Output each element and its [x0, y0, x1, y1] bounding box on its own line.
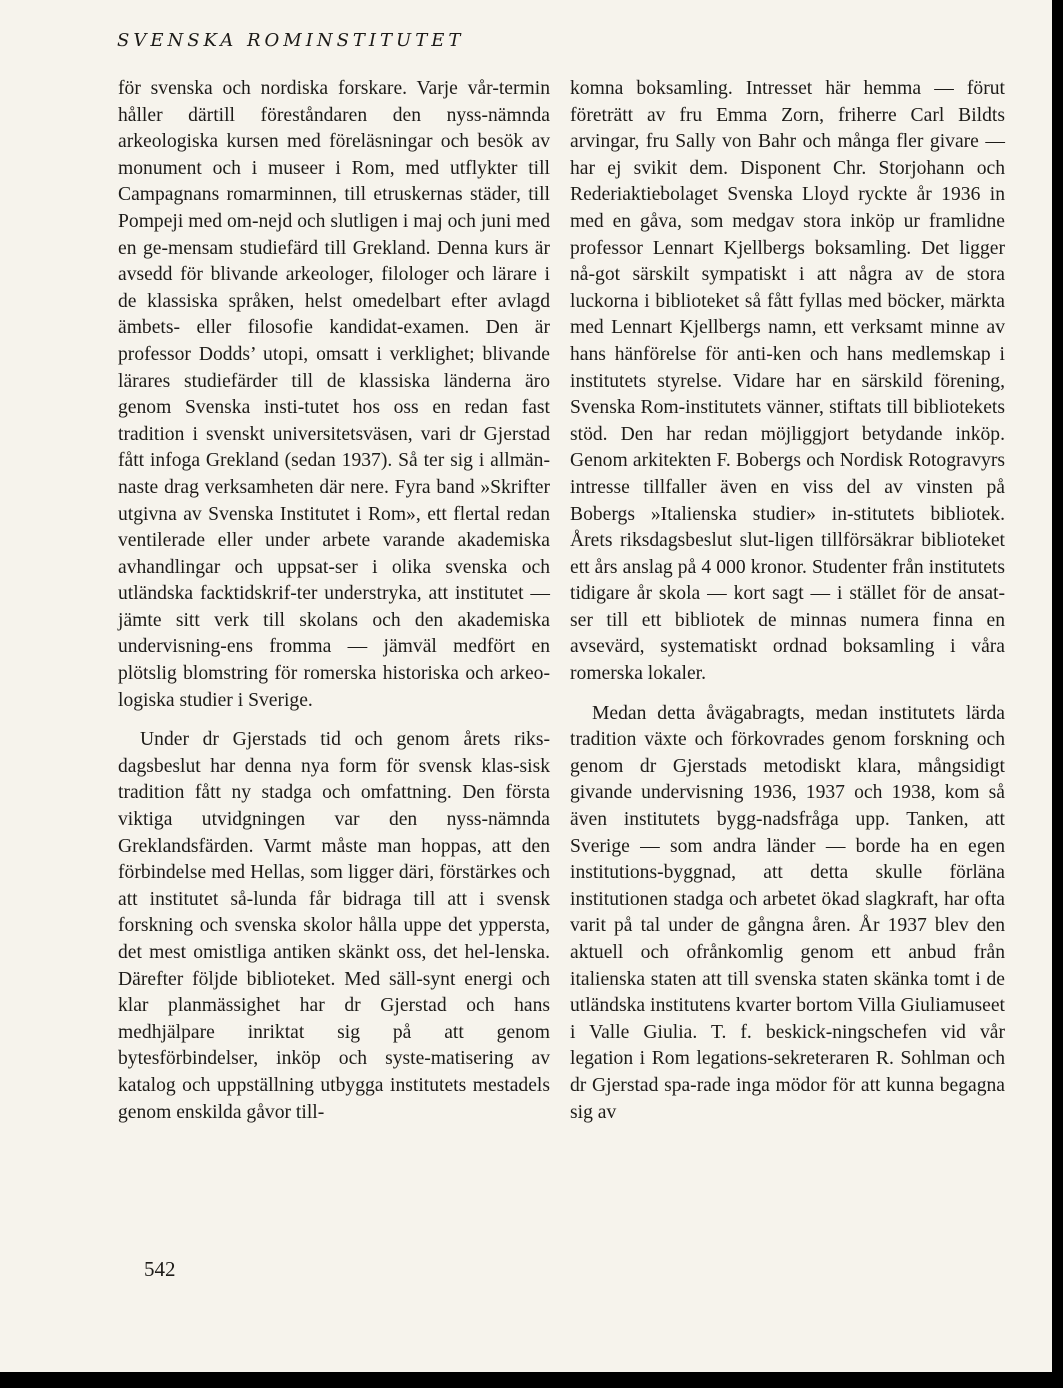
left-column: [118, 76, 550, 1126]
right-paragraph-2: Medan detta åvägabragts, medan institutets lärda tradition växte och förkovrades genom forskning och genom dr Gjerstads metodiskt klara, mångsidigt givande undervisning 1936, 1937 och 1938, kom så även institutets bygg-nadsfråga upp. Tanken, att Sverige — som andra länder — borde ha en egen institutions-byggnad, att detta skulle förläna institutionen stadga och arbetet ökad slagkraft, har ofta varit på tal under de gångna åren. År 1937 blev den aktuell och ofrånkomlig genom ett anbud från italienska staten att till svenska staten skänka tomt i de utländska institutens kvarter bortom Villa Giuliamuseet i Valle Giulia. T. f. beskick-ningschefen vid vår legation i Rom legations-sekreteraren R. Sohlman och dr Gjerstad spa-rade inga mödor för att kunna begagna sig av: [570, 702, 1005, 1123]
left-paragraph-2: Under dr Gjerstads tid och genom årets riks-dagsbeslut har denna nya form för svensk klas-sisk tradition fått ny stadga och omfattning. Den första viktiga utvidgningen var den nyss-nämnda Greklandsfärden. Varmt måste man hoppas, att den förbindelse med Hellas, som ligger däri, förstärkes och att institutet så-lunda får bidraga till att i svensk forskning och svenska skolor hålla uppe det yppersta, det mest omistliga antiken skänkt oss, det hel-lenska. Därefter följde biblioteket. Med säll-synt energi och klar planmässighet har dr Gjerstad och hans medhjälpare inriktat sig på att genom bytesförbindelser, inköp och syste-matisering av katalog och uppställning utbygga institutets mestadels genom enskilda gåvor till-: [118, 729, 550, 1123]
right-paragraph-1: komna boksamling. Intresset här hemma — förut företrätt av fru Emma Zorn, friherre Carl Bildts arvingar, fru Sally von Bahr och många fler givare — har ej svikit dem. Disponent Chr. Storjohann och Rederiaktiebolaget Svenska Lloyd ryckte år 1936 in med en gåva, som medgav stora inköp ur framlidne professor Lennart Kjellbergs boksamling. Det ligger nå-got särskilt sympatiskt i att några av de stora luckorna i biblioteket så fått fyllas med böcker, märkta med Lennart Kjellbergs namn, ett verksamt minne av hans hänförelse för anti-ken och hans medlemskap i institutets styrelse. Vidare har en särskild förening, Svenska Rom-institutets vänner, stiftats till bibliotekets stöd. Den har redan möjliggjort betydande inköp. Genom arkitekten F. Bobergs och Nordisk Rotogravyrs intresse tillfaller även en viss del av vinsten på Bobergs »Italienska studier» in-stitutets bibliotek. Årets riksdagsbeslut slut-ligen tillförsäkrar biblioteket ett års anslag på 4 000 kronor. Studenter från institutets tidigare år skola — kort sagt — i stället för de ansat-ser till ett bibliotek de minnas numera finna en avsevärd, systematiskt ordnad boksamling i våra romerska lokaler.: [570, 78, 1005, 685]
left-paragraph-1: för svenska och nordiska forskare. Varje vår-termin håller därtill föreståndaren den nyss-nämnda arkeologiska kursen med föreläsningar och besök av monument och i museer i Rom, med utflykter till Campagnans romarminnen, till etruskernas städer, till Pompeji med om-nejd och slutligen i maj och juni med en ge-mensam studiefärd till Grekland. Denna kurs är avsedd för blivande arkeologer, filologer och lärare i de klassiska språken, helst omedelbart efter avlagd ämbets- eller filosofie kandidat-examen. Den är professor Dodds’ utopi, omsatt i verklighet; blivande lärares studiefärder till de klassiska länderna äro genom Svenska insti-tutet hos oss en redan fast tradition i svenskt universitetsväsen, vari dr Gjerstad fått infoga Grekland (sedan 1937). Så ter sig i allmän-naste drag verksamheten där nere. Fyra band »Skrifter utgivna av Svenska Institutet i Rom», ett flertal redan ventilerade eller under arbete varande akademiska avhandlingar och uppsat-ser i olika svenska och utländska facktidskrif-ter understryka, att institutet — jämte sitt verk till skolans och den akademiska undervisning-ens fromma — jämväl medfört en plötslig blomstring för romerska historiska och arkeo-logiska studier i Sverige.: [118, 78, 550, 711]
page-number: 542: [144, 1257, 176, 1281]
right-column: [570, 76, 1005, 1126]
running-title: SVENSKA ROMINSTITUTET: [117, 30, 465, 51]
